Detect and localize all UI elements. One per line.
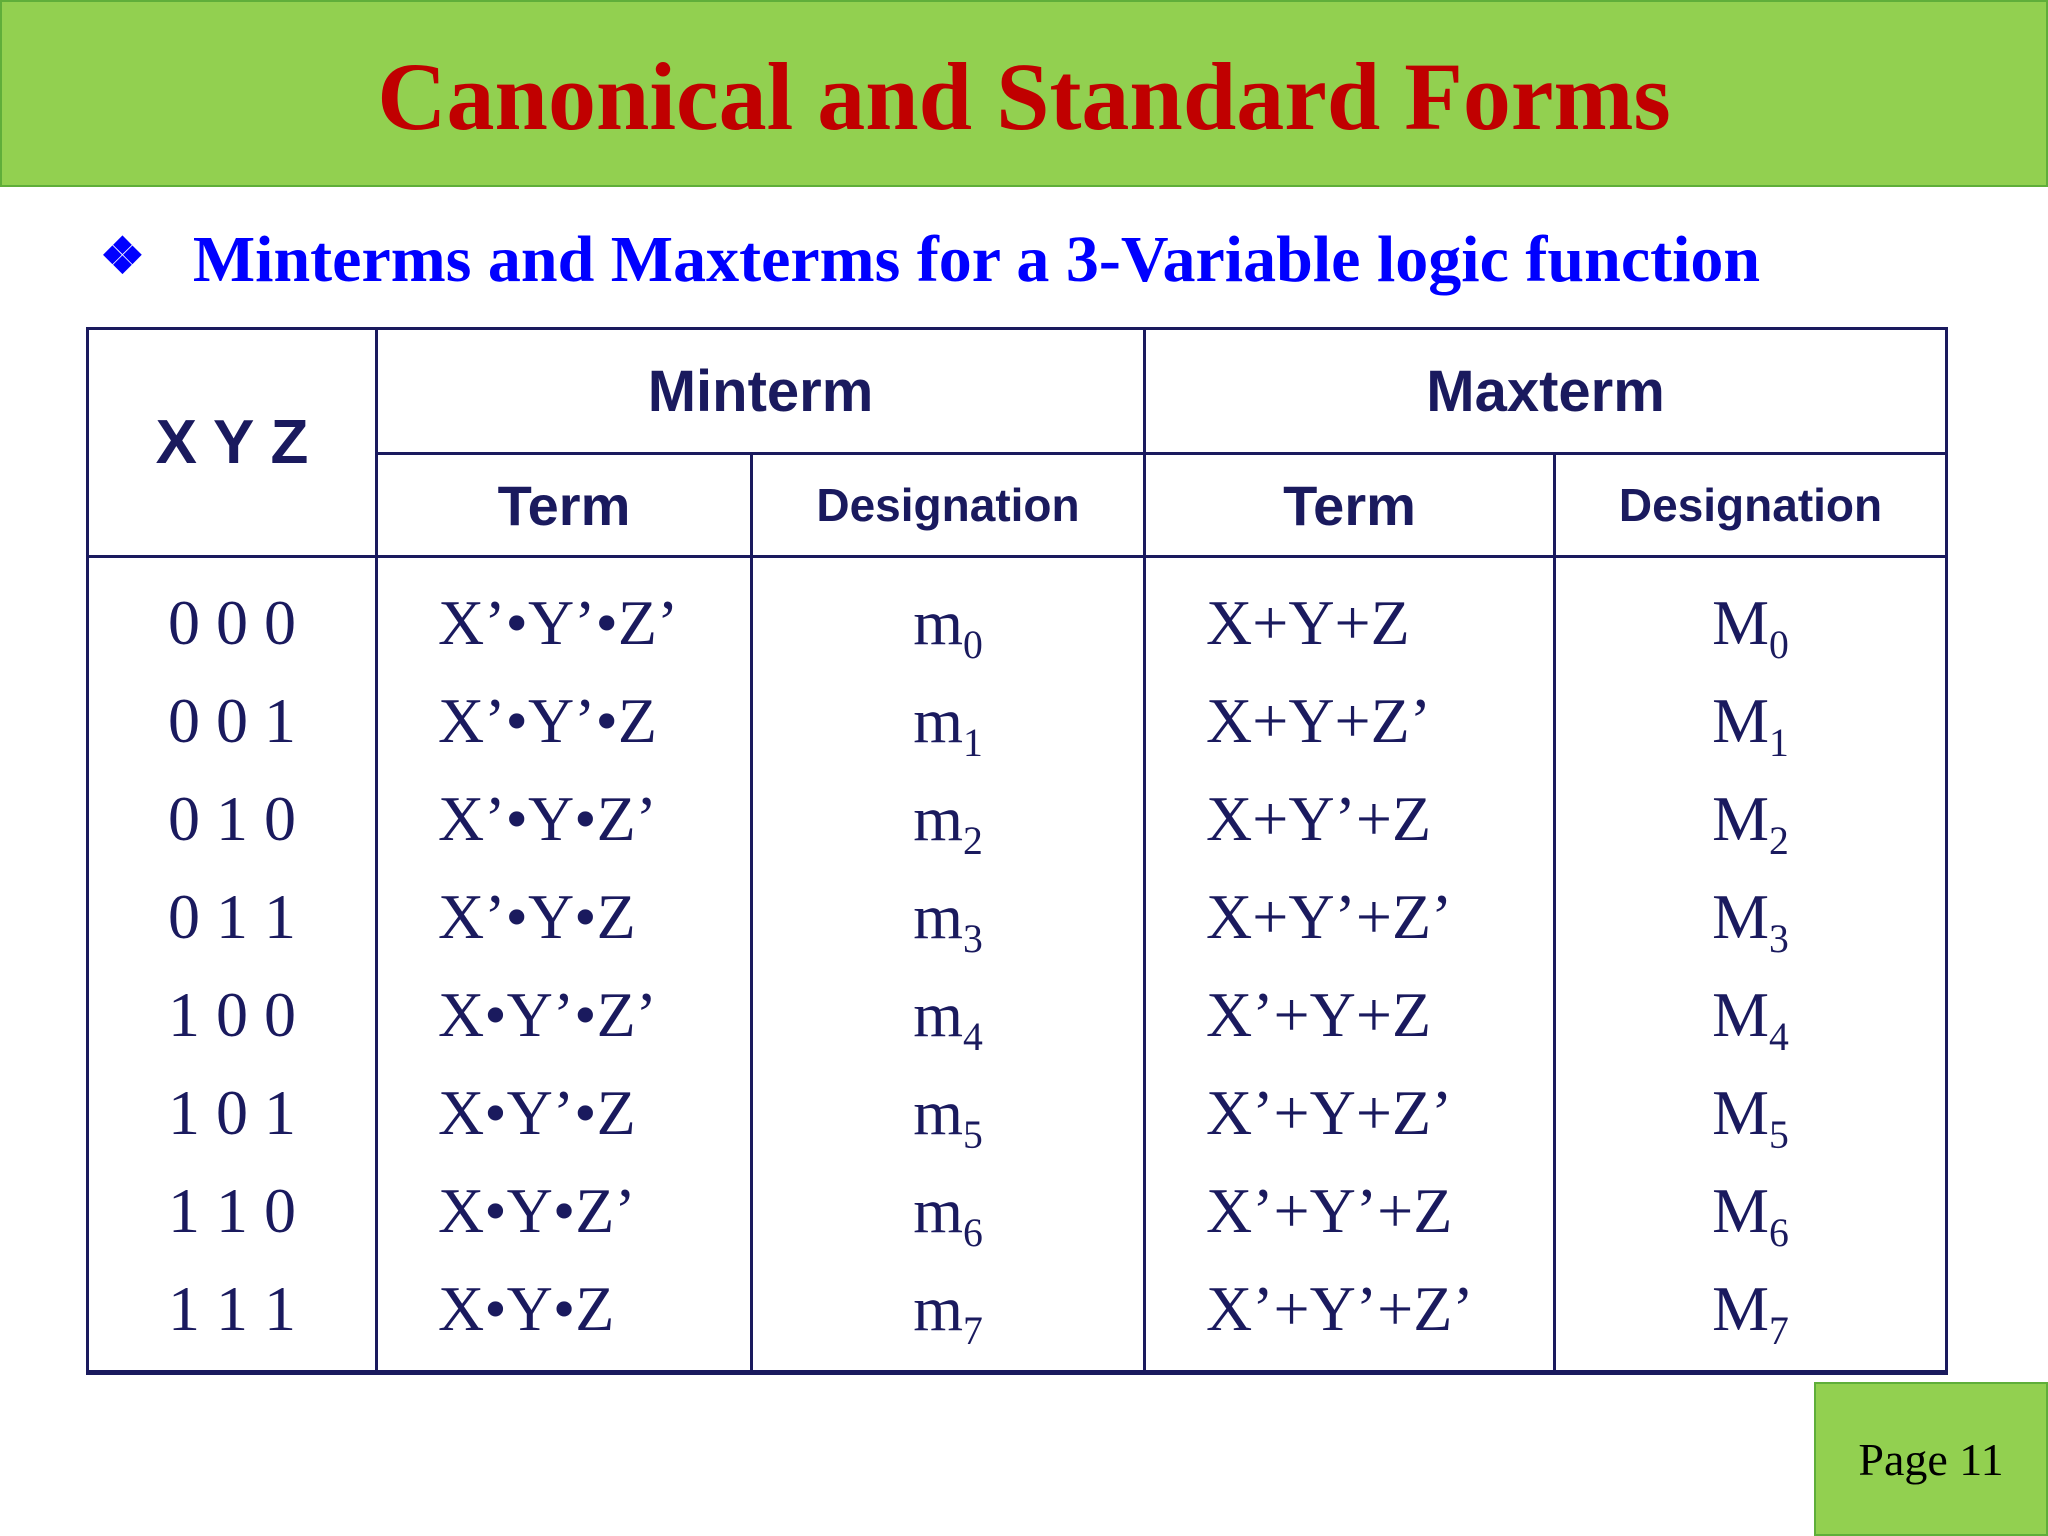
minterm-term-cell: X•Y•Z bbox=[377, 1260, 752, 1373]
designation-letter: m bbox=[913, 1273, 963, 1344]
xyz-cell: 1 0 1 bbox=[88, 1064, 377, 1162]
maxterm-designation-cell bbox=[1555, 770, 1947, 868]
slide-title: Canonical and Standard Forms bbox=[377, 42, 1671, 150]
maxterm-designation-cell bbox=[1555, 1162, 1947, 1260]
designation-index: 1 bbox=[962, 720, 983, 765]
maxterm-designation-cell bbox=[1555, 1260, 1947, 1373]
designation-index: 2 bbox=[962, 818, 983, 863]
header-maxterm-term: Term bbox=[1145, 454, 1555, 557]
designation-index: 1 bbox=[1769, 720, 1789, 765]
xyz-cell: 0 0 0 bbox=[88, 557, 377, 673]
minterm-term-cell: X’•Y’•Z’ bbox=[377, 557, 752, 673]
header-minterm-designation: Designation bbox=[752, 454, 1145, 557]
designation-index: 6 bbox=[962, 1210, 983, 1255]
maxterm-term-cell: X+Y+Z’ bbox=[1145, 672, 1555, 770]
maxterm-term-cell: X+Y’+Z bbox=[1145, 770, 1555, 868]
minterm-designation-cell bbox=[752, 557, 1145, 673]
minterm-term-cell: X’•Y•Z’ bbox=[377, 770, 752, 868]
designation-letter: M bbox=[1712, 783, 1770, 854]
minterm-designation-cell bbox=[752, 770, 1145, 868]
header-maxterm: Maxterm bbox=[1145, 329, 1947, 454]
designation-index: 0 bbox=[962, 622, 983, 667]
table-row bbox=[88, 1162, 1947, 1260]
designation-index: 2 bbox=[1769, 818, 1789, 863]
designation-index: 7 bbox=[962, 1308, 983, 1353]
maxterm-term-cell: X+Y+Z bbox=[1145, 557, 1555, 673]
table-row bbox=[88, 868, 1947, 966]
maxterm-designation-cell bbox=[1555, 557, 1947, 673]
minterm-term-cell: X’•Y’•Z bbox=[377, 672, 752, 770]
maxterm-term-cell: X’+Y’+Z’ bbox=[1145, 1260, 1555, 1373]
table-row bbox=[88, 770, 1947, 868]
xyz-cell: 0 0 1 bbox=[88, 672, 377, 770]
maxterm-term-cell: X+Y’+Z’ bbox=[1145, 868, 1555, 966]
minterm-term-cell: X’•Y•Z bbox=[377, 868, 752, 966]
designation-letter: M bbox=[1712, 1175, 1770, 1246]
designation-letter: M bbox=[1712, 587, 1770, 658]
maxterm-designation-cell bbox=[1555, 1064, 1947, 1162]
minterm-term-cell: X•Y•Z’ bbox=[377, 1162, 752, 1260]
header-xyz: X Y Z bbox=[88, 329, 377, 557]
xyz-cell: 1 1 0 bbox=[88, 1162, 377, 1260]
designation-letter: m bbox=[913, 881, 963, 952]
table-row bbox=[88, 557, 1947, 673]
minterm-designation-cell bbox=[752, 672, 1145, 770]
page-number: Page 11 bbox=[1858, 1433, 2004, 1485]
designation-index: 7 bbox=[1769, 1308, 1789, 1353]
designation-index: 0 bbox=[1769, 622, 1789, 667]
maxterm-term-cell: X’+Y’+Z bbox=[1145, 1162, 1555, 1260]
subtitle-line bbox=[100, 220, 1760, 300]
designation-index: 5 bbox=[1769, 1112, 1789, 1157]
designation-letter: M bbox=[1712, 979, 1770, 1050]
xyz-cell: 0 1 0 bbox=[88, 770, 377, 868]
minterm-designation-cell bbox=[752, 868, 1145, 966]
designation-letter: M bbox=[1712, 685, 1770, 756]
designation-index: 3 bbox=[1769, 916, 1789, 961]
designation-letter: m bbox=[913, 685, 963, 756]
maxterm-designation-cell bbox=[1555, 672, 1947, 770]
xyz-cell: 0 1 1 bbox=[88, 868, 377, 966]
minterm-term-cell: X•Y’•Z’ bbox=[377, 966, 752, 1064]
table-row bbox=[88, 672, 1947, 770]
designation-index: 6 bbox=[1769, 1210, 1789, 1255]
minterm-maxterm-table bbox=[86, 327, 1948, 1375]
designation-index: 4 bbox=[1769, 1014, 1789, 1059]
designation-letter: m bbox=[913, 1175, 963, 1246]
designation-index: 3 bbox=[962, 916, 983, 961]
designation-index: 4 bbox=[962, 1014, 983, 1059]
page-number-box bbox=[1814, 1382, 2048, 1536]
designation-index: 5 bbox=[962, 1112, 983, 1157]
table-row bbox=[88, 966, 1947, 1064]
subtitle-text: Minterms and Maxterms for a 3-Variable logic function bbox=[192, 223, 1761, 296]
table-row bbox=[88, 1064, 1947, 1162]
table-row bbox=[88, 1260, 1947, 1373]
designation-letter: m bbox=[913, 979, 963, 1050]
minterm-designation-cell bbox=[752, 1162, 1145, 1260]
designation-letter: M bbox=[1712, 1273, 1770, 1344]
maxterm-designation-cell bbox=[1555, 868, 1947, 966]
maxterm-term-cell: X’+Y+Z’ bbox=[1145, 1064, 1555, 1162]
minterm-designation-cell bbox=[752, 1260, 1145, 1373]
designation-letter: m bbox=[913, 587, 963, 658]
xyz-cell: 1 0 0 bbox=[88, 966, 377, 1064]
diamond-bullet-icon: ❖ bbox=[100, 228, 145, 284]
designation-letter: M bbox=[1712, 1077, 1770, 1148]
maxterm-designation-cell bbox=[1555, 966, 1947, 1064]
maxterm-term-cell: X’+Y+Z bbox=[1145, 966, 1555, 1064]
designation-letter: M bbox=[1712, 881, 1770, 952]
designation-letter: m bbox=[913, 783, 963, 854]
header-minterm-term: Term bbox=[377, 454, 752, 557]
header-minterm: Minterm bbox=[377, 329, 1145, 454]
xyz-cell: 1 1 1 bbox=[88, 1260, 377, 1373]
header-maxterm-designation: Designation bbox=[1555, 454, 1947, 557]
title-banner bbox=[0, 0, 2048, 187]
designation-letter: m bbox=[913, 1077, 963, 1148]
minterm-designation-cell bbox=[752, 1064, 1145, 1162]
minterm-term-cell: X•Y’•Z bbox=[377, 1064, 752, 1162]
minterm-designation-cell bbox=[752, 966, 1145, 1064]
